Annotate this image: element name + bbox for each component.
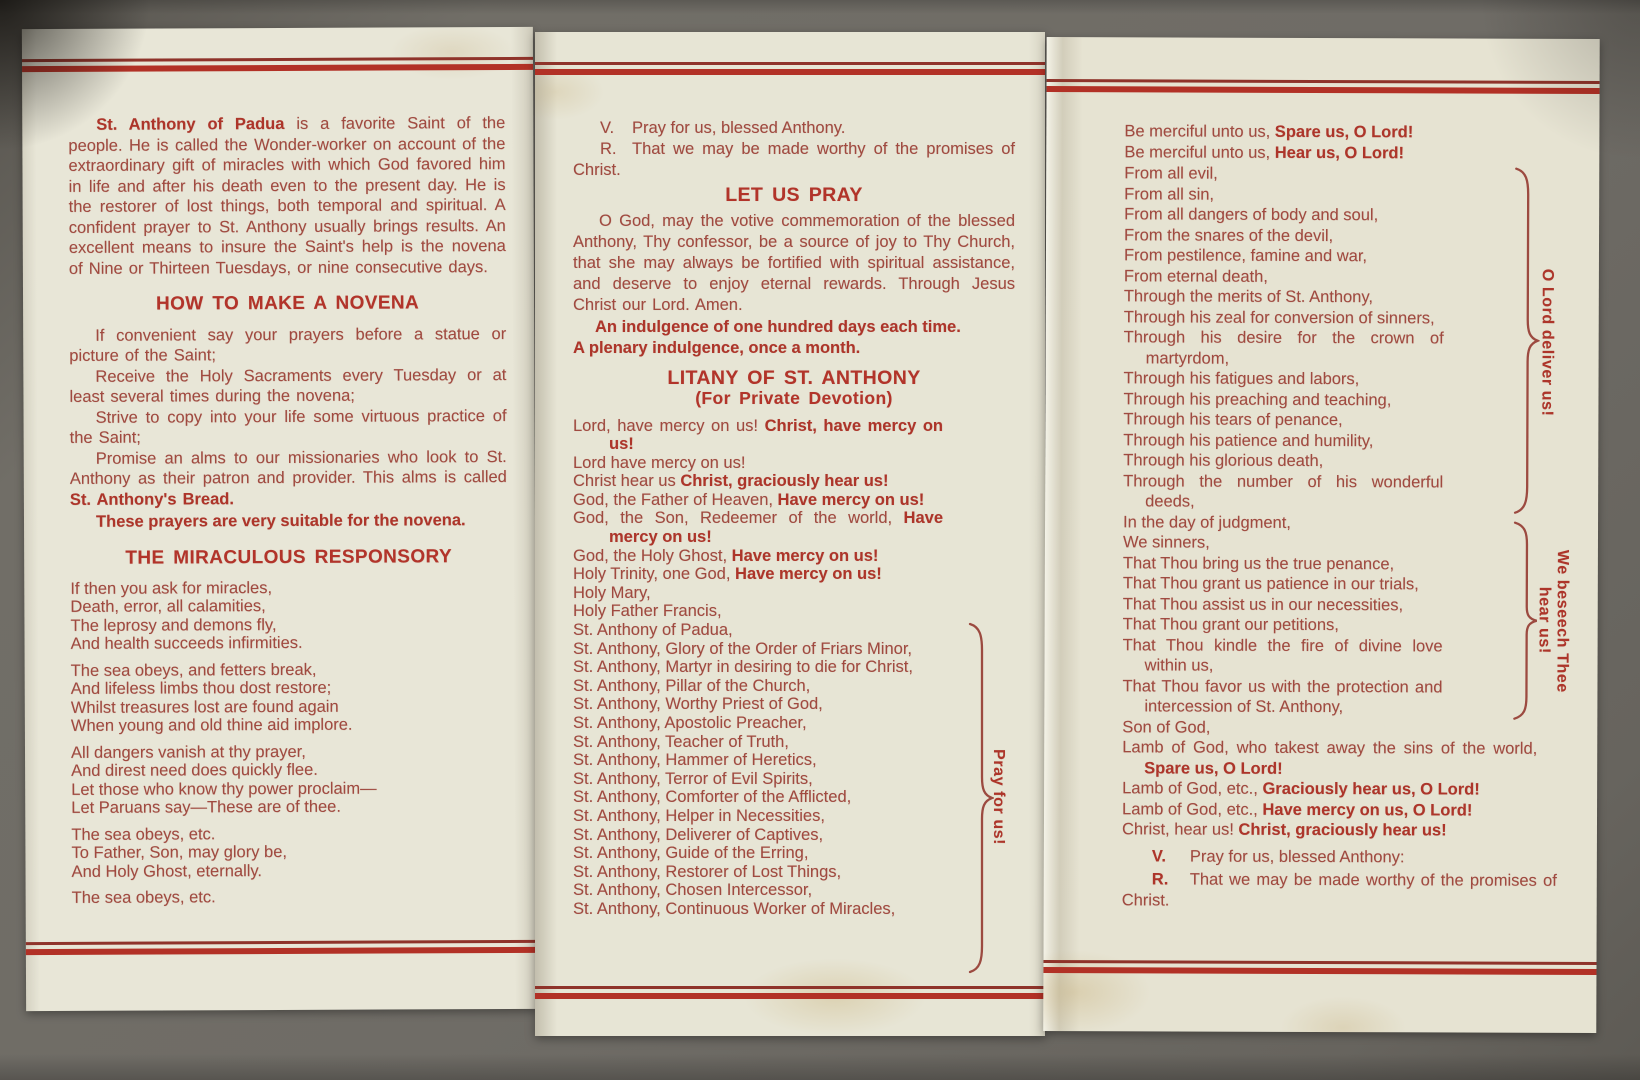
we-beseech-thee-line2: hear us! — [1535, 587, 1553, 655]
instruction-paragraph: If convenient say your prayers before a statue or picture of the Saint; — [69, 324, 507, 365]
stanza — [70, 578, 507, 654]
litany-line — [573, 417, 943, 454]
petition-line: Through the merits of St. Anthony, — [1123, 287, 1374, 307]
petition-line: Through his fatigues and labors, — [1123, 369, 1360, 389]
verse-line: Death, error, all calamities, — [70, 597, 266, 616]
petition-line: We sinners, — [1122, 533, 1210, 552]
we-beseech-thee-label — [1534, 531, 1571, 711]
border-rule-top-thick — [22, 64, 533, 72]
invocation-line — [1124, 142, 1559, 165]
body-text: Be merciful unto us, — [1124, 122, 1271, 141]
body-text: Pray for us, blessed Anthony: — [1189, 847, 1405, 866]
bold-response-text: Spare us, O Lord! — [1274, 122, 1414, 142]
verse-line: Whilst treasures lost are found again — [70, 697, 339, 717]
petition-line: Through his glorious death, — [1123, 451, 1324, 471]
litany-line: St. Anthony, Pillar of the Church, — [573, 676, 811, 695]
litany-line: St. Anthony, Restorer of Lost Things, — [573, 862, 842, 881]
versicle-label: R. — [600, 140, 617, 158]
indulgence-line — [573, 338, 1015, 359]
petition-line: That Thou bring us the true penance, — [1122, 553, 1395, 573]
petition-line: Through his desire for the crown of martyrdom, — [1123, 328, 1444, 368]
bold-response-text: Spare us, O Lord! — [1144, 758, 1283, 778]
border-rule-bottom-thick — [535, 993, 1045, 999]
body-text: Christ, hear us! — [1121, 820, 1234, 839]
pray-for-us-label: Pray for us! — [990, 748, 1007, 846]
bold-response-text: Have mercy on us! — [735, 565, 882, 584]
invocation-line — [1122, 819, 1537, 841]
litany-line: Holy Mary, — [573, 583, 651, 602]
instruction-paragraph — [70, 447, 507, 510]
bold-response-text: St. Anthony's Bread. — [69, 489, 234, 509]
versicle-label: V. — [600, 119, 615, 137]
petition-line: From eternal death, — [1123, 266, 1268, 286]
petition-line: From pestilence, famine and war, — [1123, 246, 1368, 266]
petition-line: From the snares of the devil, — [1124, 225, 1334, 245]
stanza — [71, 742, 508, 818]
litany-line: St. Anthony, Teacher of Truth, — [573, 732, 789, 751]
intro-paragraph — [68, 113, 506, 279]
litany-line: St. Anthony, Hammer of Heretics, — [573, 751, 817, 770]
instruction-paragraph: Receive the Holy Sacraments every Tuesday or at least several times during the novena; — [69, 365, 507, 406]
litany-line: St. Anthony, Chosen Intercessor, — [573, 881, 813, 900]
left-panel-content — [68, 113, 508, 915]
responsory-stanzas — [70, 578, 508, 908]
border-rule-top-thick — [535, 69, 1045, 75]
body-text: Lord, have mercy on us! — [573, 416, 758, 435]
pamphlet-panel-left — [22, 27, 537, 1011]
beseech-thee-petitions — [1122, 532, 1558, 718]
litany-line: St. Anthony of Padua, — [573, 621, 733, 640]
indulgence-note — [573, 317, 1015, 359]
petition-line: From all sin, — [1124, 184, 1215, 204]
verse-line: And Holy Ghost, eternally. — [71, 861, 263, 881]
border-rule-bottom-thin — [535, 986, 1045, 989]
litany-line: St. Anthony, Comforter of the Afflicted, — [573, 788, 852, 807]
bold-response-text: Christ, graciously hear us! — [1238, 820, 1447, 840]
petition-line: From all evil, — [1124, 164, 1218, 183]
indulgence-line — [573, 317, 1015, 338]
litany-line: St. Anthony, Deliverer of Captives, — [573, 825, 824, 844]
versicle-label: V. — [1151, 846, 1166, 865]
pamphlet-panel-right — [1043, 37, 1599, 1033]
instruction-paragraph: Strive to copy into your life some virtuous practice of the Saint; — [69, 406, 507, 447]
intro-text — [68, 113, 506, 279]
petition-line: Through his patience and humility, — [1123, 430, 1374, 450]
body-text: That we may be made worthy of the promises of Christ. — [1121, 870, 1557, 909]
petition-line: That Thou grant our petitions, — [1122, 615, 1339, 635]
body-text: God, the Son, Redeemer of the world, — [573, 509, 893, 528]
body-text: Promise an alms to our missionaries who look to St. Anthony as their patron and provider. This alms is called — [69, 447, 507, 488]
petition-line: That Thou grant us patience in our trials, — [1122, 574, 1419, 594]
invocation-line — [1124, 121, 1559, 144]
litany-heading: LITANY OF ST. ANTHONY — [667, 366, 921, 389]
petition-line: Through his preaching and teaching, — [1123, 389, 1392, 409]
litany-line: St. Anthony, Terror of Evil Spirits, — [573, 769, 813, 788]
litany-list — [573, 417, 1015, 919]
verse-line: And health succeeds infirmities. — [70, 633, 303, 653]
litany-subheading: (For Private Devotion) — [695, 388, 893, 408]
petition-line: That Thou kindle the fire of divine love within us, — [1122, 635, 1443, 675]
novena-note: These prayers are very suitable for the novena. — [95, 511, 466, 531]
litany-line — [573, 472, 943, 491]
petition-line: In the day of judgment, — [1123, 512, 1291, 532]
versicle-response — [573, 118, 1015, 181]
versicle-line — [573, 118, 1015, 139]
body-text: God, the Father of Heaven, — [573, 490, 773, 509]
bold-response-text: Have mercy on us! — [731, 546, 879, 565]
pamphlet-panel-middle — [535, 32, 1045, 1036]
bold-response-text: Have mercy on us! — [609, 509, 943, 547]
border-rule-top-thin — [535, 62, 1045, 65]
verse-line: And lifeless limbs thou dost restore; — [70, 678, 332, 698]
verse-line: The sea obeys, etc. — [71, 824, 216, 844]
body-text: That we may be made worthy of the promises of Christ. — [573, 140, 1015, 179]
novena-instructions — [69, 324, 507, 510]
bold-response-text: Have mercy on us! — [777, 490, 925, 509]
invocation-line — [1122, 778, 1537, 800]
body-text: Pray for us, blessed Anthony. — [632, 119, 846, 137]
petition-line: Through his tears of penance, — [1123, 410, 1343, 430]
body-text: Holy Trinity, one God, — [573, 565, 731, 584]
petition-line: That Thou favor us with the protection and intercession of St. Anthony, — [1122, 676, 1443, 717]
middle-panel-content — [573, 118, 1015, 919]
border-rule-top-thin — [1047, 79, 1600, 84]
verse-line: The sea obeys, and fetters break, — [70, 660, 317, 680]
bold-response-text: An indulgence of one hundred days each time. — [595, 317, 961, 336]
right-panel-content — [1122, 121, 1560, 912]
bold-response-text: Christ, graciously hear us! — [680, 472, 889, 491]
petition-line: Through the number of his wonderful deeds, — [1123, 471, 1444, 511]
litany-line — [573, 491, 943, 510]
petition-line: Through his zeal for conversion of sinners, — [1123, 307, 1435, 327]
responsory-heading: THE MIRACULOUS RESPONSORY — [125, 546, 453, 569]
verse-line: Let Paruans say—These are of thee. — [71, 797, 341, 817]
petition-line: From all dangers of body and soul, — [1124, 205, 1379, 225]
verse-line: If then you ask for miracles, — [70, 578, 273, 598]
litany-line — [573, 565, 943, 584]
litany-line: Lord have mercy on us! — [573, 453, 746, 472]
we-beseech-thee-line1: We beseech Thee — [1553, 549, 1571, 693]
versicle-line — [573, 139, 1015, 181]
border-rule-bottom-thick — [26, 947, 537, 955]
bold-response-text: Hear us, O Lord! — [1274, 143, 1405, 163]
versicle-label: R. — [1151, 869, 1169, 888]
border-rule-bottom-thin — [1044, 960, 1597, 965]
invocation-line — [1122, 737, 1537, 779]
border-rule-bottom-thick — [1043, 967, 1596, 975]
litany-line: St. Anthony, Worthy Priest of God, — [573, 695, 823, 714]
be-merciful-lines — [1124, 121, 1559, 165]
body-text: Lamb of God, etc., — [1122, 779, 1258, 798]
border-rule-top-thin — [22, 57, 533, 62]
petition-line: That Thou assist us in our necessities, — [1122, 594, 1404, 614]
collect-prayer: O God, may the votive commemoration of the blessed Anthony, Thy confessor, be a source of joy to Thy Church, that she may always be fortified with spiritual assistance, and deserve to enjoy eternal rewards. Through Jesus Christ our Lord. Amen. — [573, 211, 1015, 314]
body-text: Be merciful unto us, — [1124, 143, 1271, 162]
border-rule-bottom-thin — [26, 940, 537, 945]
versicle-line — [1122, 846, 1557, 869]
verse-line: And direst need does quickly flee. — [71, 760, 318, 780]
body-text: Lamb of God, who takest away the sins of the world, — [1122, 738, 1538, 758]
stanza — [71, 660, 508, 736]
litany-line: St. Anthony, Helper in Necessities, — [573, 806, 825, 825]
novena-heading: HOW TO MAKE A NOVENA — [155, 292, 420, 315]
invocation-line: Son of God, — [1122, 717, 1211, 737]
verse-line: The leprosy and demons fly, — [70, 615, 277, 635]
verse-line: To Father, Son, may glory be, — [71, 842, 288, 862]
border-rule-top-thick — [1047, 86, 1600, 94]
body-text: God, the Holy Ghost, — [573, 546, 728, 565]
let-us-pray-heading: LET US PRAY — [725, 184, 863, 206]
bold-response-text: Have mercy on us, O Lord! — [1262, 800, 1473, 820]
deliver-us-petitions — [1123, 163, 1559, 534]
verse-line: Let those who know thy power proclaim— — [71, 779, 377, 799]
bold-response-text: A plenary indulgence, once a month. — [573, 338, 861, 357]
verse-line: The sea obeys, etc. — [71, 888, 216, 907]
bold-response-text: Graciously hear us, O Lord! — [1262, 779, 1480, 799]
versicle-response — [1122, 846, 1557, 913]
stanza — [72, 887, 509, 907]
body-text: Christ hear us — [573, 472, 676, 491]
litany-line: St. Anthony, Continuous Worker of Miracles, — [573, 899, 896, 918]
litany-line — [573, 509, 943, 546]
bold-response-text: St. Anthony of Padua — [96, 114, 285, 134]
verse-line: When young and old thine aid implore. — [70, 715, 353, 735]
body-text: is a favorite Saint of the people. He is called the Wonder-worker on account of the extraordinary gift of miracles with which God favored him in life and after his death even to the present day. He is the restorer of lost things, both temporal and spiritual. A confident prayer to St. Anthony usually brings results. An excellent means to insure the Saint's help is the novena of Nine or Thirteen Tuesdays, or nine consecutive days. — [68, 114, 506, 278]
closing-invocations — [1122, 717, 1557, 842]
body-text: Lamb of God, etc., — [1122, 799, 1258, 819]
o-lord-deliver-us-label: O Lord deliver us! — [1538, 268, 1556, 417]
verse-line: All dangers vanish at thy prayer, — [70, 742, 306, 762]
litany-line — [573, 547, 943, 566]
litany-line: St. Anthony, Martyr in desiring to die for Christ, — [573, 658, 913, 677]
litany-line: St. Anthony, Glory of the Order of Friars Minor, — [573, 639, 912, 658]
versicle-line — [1122, 869, 1557, 913]
litany-line: Holy Father Francis, — [573, 602, 722, 621]
litany-line: St. Anthony, Guide of the Erring, — [573, 844, 809, 863]
litany-line: St. Anthony, Apostolic Preacher, — [573, 714, 807, 732]
stanza — [71, 824, 508, 881]
bold-response-text: Christ, have mercy on us! — [609, 416, 943, 454]
invocation-line — [1122, 799, 1537, 821]
